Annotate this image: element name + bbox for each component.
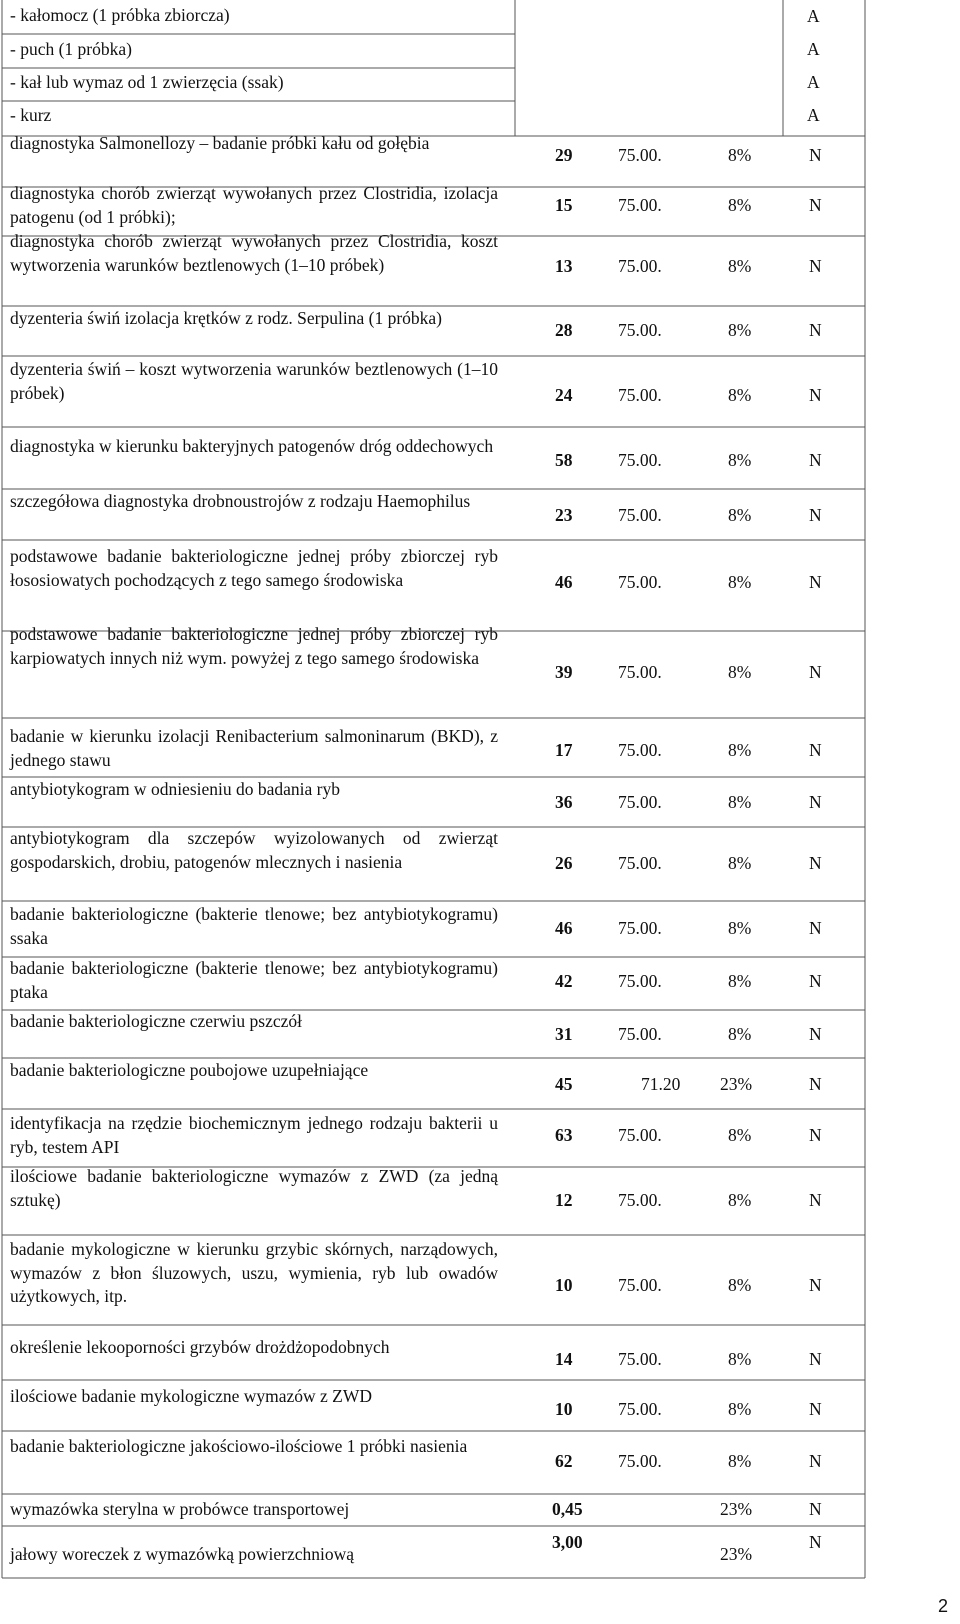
- table-row-desc: diagnostyka Salmonellozy – badanie próbki kału od gołębia: [10, 133, 430, 153]
- quantity-cell: 12: [555, 1190, 573, 1210]
- vat-cell: 23%: [720, 1544, 753, 1564]
- quantity-cell: 45: [555, 1074, 573, 1094]
- code-cell: N: [809, 1399, 822, 1419]
- price-cell: 75.00.: [618, 320, 662, 340]
- vat-cell: 8%: [728, 971, 752, 991]
- table-row-desc: dyzenteria świń – koszt wytworzenia warunków beztlenowych (1–10 próbek): [10, 359, 498, 403]
- code-cell: N: [809, 1275, 822, 1295]
- code-cell: N: [809, 1451, 822, 1471]
- code-cell: N: [809, 385, 822, 405]
- quantity-cell: 46: [555, 572, 573, 592]
- price-cell: 75.00.: [618, 740, 662, 760]
- quantity-cell: 39: [555, 662, 573, 682]
- vat-cell: 8%: [728, 853, 752, 873]
- code-cell: N: [809, 662, 822, 682]
- price-cell: 75.00.: [618, 1125, 662, 1145]
- code-cell: N: [809, 1024, 822, 1044]
- code-cell: A: [807, 39, 820, 59]
- quantity-cell: 36: [555, 792, 573, 812]
- quantity-cell: 28: [555, 320, 573, 340]
- table-row-desc: - kał lub wymaz od 1 zwierzęcia (ssak): [10, 72, 284, 92]
- code-cell: N: [809, 971, 822, 991]
- quantity-cell: 10: [555, 1275, 573, 1295]
- code-cell: N: [809, 145, 822, 165]
- price-cell: 75.00.: [618, 918, 662, 938]
- code-cell: N: [809, 505, 822, 525]
- page-number: 2: [938, 1596, 949, 1616]
- vat-cell: 8%: [728, 505, 752, 525]
- table-row-desc: dyzenteria świń izolacja krętków z rodz. Serpulina (1 próbka): [10, 308, 442, 328]
- table-row-desc: - kurz: [10, 105, 52, 125]
- vat-cell: 8%: [728, 792, 752, 812]
- quantity-cell: 58: [555, 450, 573, 470]
- quantity-cell: 46: [555, 918, 573, 938]
- table-row-desc: badanie bakteriologiczne (bakterie tlenowe; bez antybiotykogramu) ptaka: [10, 958, 498, 1002]
- code-cell: N: [809, 450, 822, 470]
- vat-cell: 8%: [728, 256, 752, 276]
- quantity-cell: 10: [555, 1399, 573, 1419]
- quantity-cell: 31: [555, 1024, 573, 1044]
- table-row-desc: badanie bakteriologiczne jakościowo-ilościowe 1 próbki nasienia: [10, 1436, 468, 1456]
- code-cell: N: [809, 853, 822, 873]
- quantity-cell: 42: [555, 971, 573, 991]
- price-cell: 75.00.: [618, 1190, 662, 1210]
- price-cell: 0,45: [552, 1499, 583, 1519]
- price-cell: 75.00.: [618, 971, 662, 991]
- quantity-cell: 15: [555, 195, 573, 215]
- vat-cell: 8%: [728, 1451, 752, 1471]
- vat-cell: 8%: [728, 195, 752, 215]
- vat-cell: 8%: [728, 385, 752, 405]
- table-row-desc: szczegółowa diagnostyka drobnoustrojów z rodzaju Haemophilus: [10, 491, 471, 511]
- price-cell: 75.00.: [618, 195, 662, 215]
- quantity-cell: 14: [555, 1349, 573, 1369]
- price-cell: 71.20: [641, 1074, 681, 1094]
- vat-cell: 8%: [728, 662, 752, 682]
- code-cell: A: [807, 105, 820, 125]
- price-cell: 75.00.: [618, 792, 662, 812]
- vat-cell: 8%: [728, 740, 752, 760]
- quantity-cell: 62: [555, 1451, 573, 1471]
- quantity-cell: 26: [555, 853, 573, 873]
- code-cell: N: [809, 1499, 822, 1519]
- quantity-cell: 63: [555, 1125, 573, 1145]
- code-cell: N: [809, 195, 822, 215]
- code-cell: N: [809, 256, 822, 276]
- table-row-desc: badanie w kierunku izolacji Renibacterium salmoninarum (BKD), z jednego stawu: [10, 726, 498, 770]
- price-cell: 75.00.: [618, 1399, 662, 1419]
- vat-cell: 8%: [728, 1349, 752, 1369]
- vat-cell: 23%: [720, 1074, 753, 1094]
- vat-cell: 8%: [728, 918, 752, 938]
- price-cell: 3,00: [552, 1532, 583, 1552]
- price-cell: 75.00.: [618, 505, 662, 525]
- price-cell: 75.00.: [618, 853, 662, 873]
- code-cell: N: [809, 1190, 822, 1210]
- quantity-cell: 13: [555, 256, 573, 276]
- table-row-desc: badanie bakteriologiczne (bakterie tlenowe; bez antybiotykogramu) ssaka: [10, 904, 498, 948]
- vat-cell: 8%: [728, 320, 752, 340]
- quantity-cell: 17: [555, 740, 573, 760]
- price-cell: 75.00.: [618, 1451, 662, 1471]
- price-cell: 75.00.: [618, 572, 662, 592]
- table-row-desc: ilościowe badanie bakteriologiczne wymazów z ZWD (za jedną sztukę): [10, 1166, 498, 1210]
- code-cell: N: [809, 1074, 822, 1094]
- code-cell: N: [809, 918, 822, 938]
- code-cell: N: [809, 740, 822, 760]
- table-row-desc: identyfikacja na rzędzie biochemicznym jednego rodzaju bakterii u ryb, testem API: [10, 1113, 498, 1157]
- table-row-desc: wymazówka sterylna w probówce transportowej: [10, 1499, 350, 1519]
- price-cell: 75.00.: [618, 385, 662, 405]
- table-row-desc: antybiotykogram dla szczepów wyizolowanych od zwierząt gospodarskich, drobiu, patogenów mlecznych i nasienia: [10, 828, 498, 872]
- table-row-desc: określenie lekooporności grzybów drożdżopodobnych: [10, 1337, 390, 1357]
- vat-cell: 23%: [720, 1499, 753, 1519]
- table-row-desc: podstawowe badanie bakteriologiczne jednej próby zbiorczej ryb karpiowatych innych niż wym. powyżej z tego samego środowiska: [10, 624, 498, 668]
- vat-cell: 8%: [728, 1275, 752, 1295]
- code-cell: N: [809, 320, 822, 340]
- table-row-desc: badanie bakteriologiczne czerwiu pszczół: [10, 1011, 303, 1031]
- code-cell: N: [809, 1125, 822, 1145]
- code-cell: A: [807, 6, 820, 26]
- quantity-cell: 23: [555, 505, 573, 525]
- table-row-desc: jałowy woreczek z wymazówką powierzchniową: [10, 1544, 355, 1564]
- table-row-desc: diagnostyka chorób zwierząt wywołanych przez Clostridia, koszt wytworzenia warunków beztlenowych (1–10 próbek): [10, 231, 498, 275]
- vat-cell: 8%: [728, 450, 752, 470]
- price-cell: 75.00.: [618, 450, 662, 470]
- table-row-desc: diagnostyka chorób zwierząt wywołanych przez Clostridia, izolacja patogenu (od 1 próbki);: [10, 183, 498, 227]
- vat-cell: 8%: [728, 572, 752, 592]
- price-cell: 75.00.: [618, 256, 662, 276]
- code-cell: N: [809, 792, 822, 812]
- table-row-desc: badanie mykologiczne w kierunku grzybic skórnych, narządowych, wymazów z błon śluzowych, uszu, wymienia, ryb lub owadów użytkowych, itp.: [10, 1239, 498, 1306]
- table-row-desc: ilościowe badanie mykologiczne wymazów z ZWD: [10, 1386, 373, 1406]
- price-cell: 75.00.: [618, 1024, 662, 1044]
- code-cell: A: [807, 72, 820, 92]
- vat-cell: 8%: [728, 1125, 752, 1145]
- code-cell: N: [809, 1532, 822, 1552]
- table-row-desc: antybiotykogram w odniesieniu do badania ryb: [10, 779, 340, 799]
- code-cell: N: [809, 572, 822, 592]
- table-row-desc: diagnostyka w kierunku bakteryjnych patogenów dróg oddechowych: [10, 436, 494, 456]
- table-row-desc: - puch (1 próbka): [10, 39, 132, 59]
- price-cell: 75.00.: [618, 662, 662, 682]
- quantity-cell: 24: [555, 385, 573, 405]
- code-cell: N: [809, 1349, 822, 1369]
- price-cell: 75.00.: [618, 1349, 662, 1369]
- price-cell: 75.00.: [618, 1275, 662, 1295]
- vat-cell: 8%: [728, 1190, 752, 1210]
- table-row-desc: - kałomocz (1 próbka zbiorcza): [10, 5, 230, 25]
- price-cell: 75.00.: [618, 145, 662, 165]
- table-row-desc: badanie bakteriologiczne poubojowe uzupełniające: [10, 1060, 369, 1080]
- vat-cell: 8%: [728, 1399, 752, 1419]
- vat-cell: 8%: [728, 145, 752, 165]
- table-row-desc: podstawowe badanie bakteriologiczne jednej próby zbiorczej ryb łososiowatych pochodzących z tego samego środowiska: [10, 546, 498, 590]
- vat-cell: 8%: [728, 1024, 752, 1044]
- quantity-cell: 29: [555, 145, 573, 165]
